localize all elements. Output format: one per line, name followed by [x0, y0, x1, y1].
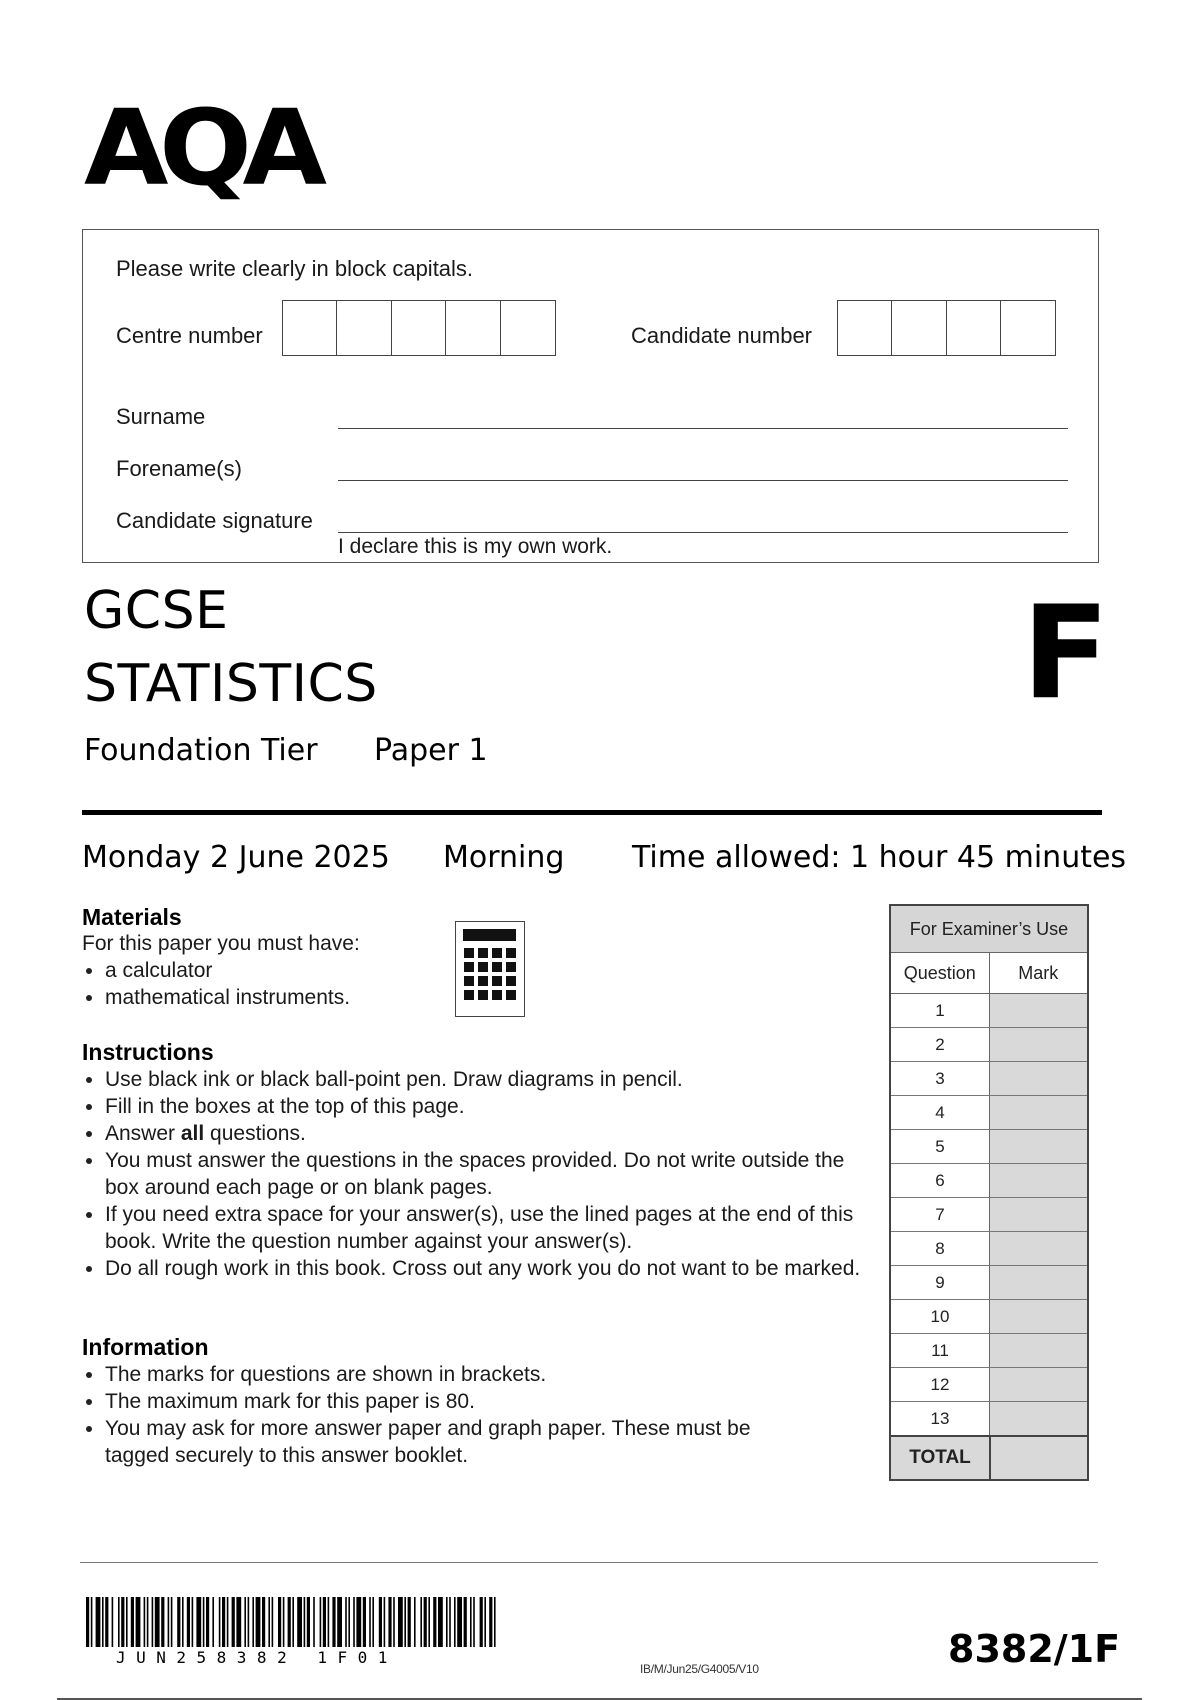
- list-item: Fill in the boxes at the top of this page.: [82, 1093, 872, 1120]
- mark-cell[interactable]: [990, 1096, 1087, 1129]
- candidate-digit-box[interactable]: [1000, 300, 1056, 356]
- question-number: 1: [891, 994, 990, 1027]
- mark-cell[interactable]: [990, 1164, 1087, 1197]
- question-number: 11: [891, 1334, 990, 1367]
- paper-number: Paper 1: [374, 733, 488, 768]
- barcode: [86, 1597, 501, 1647]
- list-item: Use black ink or black ball-point pen. Draw diagrams in pencil.: [82, 1066, 872, 1093]
- candidate-digit-box[interactable]: [946, 300, 1002, 356]
- question-number: 2: [891, 1028, 990, 1061]
- question-number: 9: [891, 1266, 990, 1299]
- centre-digit-box[interactable]: [336, 300, 392, 356]
- information-list: [82, 1361, 842, 1469]
- table-row: [891, 1198, 1087, 1232]
- candidate-number-boxes: [838, 300, 1056, 356]
- question-number: 5: [891, 1130, 990, 1163]
- aqa-logo: AQA: [84, 87, 318, 209]
- materials-section: [82, 930, 462, 1011]
- table-row: [891, 1266, 1087, 1300]
- table-row: [891, 1232, 1087, 1266]
- signature-field[interactable]: [338, 532, 1068, 533]
- materials-heading: Materials: [82, 904, 182, 930]
- surname-label: Surname: [116, 404, 206, 429]
- mark-cell[interactable]: [990, 1334, 1087, 1367]
- total-label: TOTAL: [891, 1437, 991, 1479]
- mark-cell[interactable]: [990, 1130, 1087, 1163]
- tier-name: Foundation Tier: [84, 733, 318, 768]
- mark-cell[interactable]: [990, 1198, 1087, 1231]
- table-row: [891, 1164, 1087, 1198]
- question-column-header: Question: [891, 953, 990, 993]
- examiner-table-heading: For Examiner’s Use: [891, 906, 1087, 953]
- list-item: The marks for questions are shown in brackets.: [82, 1361, 842, 1388]
- forename-label: Forename(s): [116, 456, 242, 481]
- list-item: a calculator: [82, 957, 462, 984]
- centre-digit-box[interactable]: [445, 300, 501, 356]
- table-row: [891, 1402, 1087, 1435]
- candidate-number-label: Candidate number: [631, 323, 813, 348]
- materials-intro: For this paper you must have:: [82, 932, 360, 955]
- table-row: [891, 1062, 1087, 1096]
- mark-cell[interactable]: [990, 1300, 1087, 1333]
- total-mark-cell[interactable]: [991, 1437, 1087, 1479]
- mark-cell[interactable]: [990, 1402, 1087, 1435]
- signature-label: Candidate signature: [116, 508, 313, 533]
- examiner-use-table: [889, 904, 1089, 1481]
- question-number: 8: [891, 1232, 990, 1265]
- question-number: 3: [891, 1062, 990, 1095]
- table-row: [891, 1096, 1087, 1130]
- barcode-digits: JUN258382 1F01: [116, 1648, 398, 1667]
- qualification-title: GCSE: [84, 581, 229, 641]
- list-item: The maximum mark for this paper is 80.: [82, 1388, 842, 1415]
- centre-number-label: Centre number: [116, 323, 263, 348]
- candidate-digit-box[interactable]: [891, 300, 947, 356]
- mark-cell[interactable]: [990, 1062, 1087, 1095]
- table-row: [891, 1300, 1087, 1334]
- mark-cell[interactable]: [990, 1266, 1087, 1299]
- exam-date: Monday 2 June 2025: [82, 840, 390, 875]
- question-number: 12: [891, 1368, 990, 1401]
- title-divider: [82, 810, 1102, 815]
- instructions-heading: Instructions: [82, 1039, 214, 1065]
- list-item: Do all rough work in this book. Cross out any work you do not want to be marked.: [82, 1255, 865, 1282]
- time-allowed: Time allowed: 1 hour 45 minutes: [632, 840, 1127, 875]
- exam-session: Morning: [443, 840, 565, 875]
- document-reference: IB/M/Jun25/G4005/V10: [640, 1662, 759, 1676]
- total-row: [891, 1435, 1087, 1479]
- list-item: You may ask for more answer paper and graph paper. These must be tagged securely to this answer booklet.: [82, 1415, 815, 1469]
- table-row: [891, 1334, 1087, 1368]
- question-number: 4: [891, 1096, 990, 1129]
- forename-field[interactable]: [338, 480, 1068, 481]
- surname-field[interactable]: [338, 428, 1068, 429]
- subject-title: STATISTICS: [84, 654, 378, 714]
- block-capitals-instruction: Please write clearly in block capitals.: [116, 256, 474, 281]
- list-item: If you need extra space for your answer(s), use the lined pages at the end of this book. Write the question number against your answer(s).: [82, 1201, 872, 1255]
- centre-number-boxes: [283, 300, 556, 356]
- question-number: 13: [891, 1402, 990, 1435]
- centre-digit-box[interactable]: [500, 300, 556, 356]
- calculator-icon: [455, 921, 525, 1017]
- paper-code: 8382/1F: [948, 1627, 1121, 1671]
- mark-cell[interactable]: [990, 1028, 1087, 1061]
- question-number: 10: [891, 1300, 990, 1333]
- table-row: [891, 994, 1087, 1028]
- centre-digit-box[interactable]: [282, 300, 338, 356]
- footer-divider: [80, 1562, 1098, 1563]
- centre-digit-box[interactable]: [391, 300, 447, 356]
- question-number: 7: [891, 1198, 990, 1231]
- candidate-digit-box[interactable]: [837, 300, 893, 356]
- declaration-text: I declare this is my own work.: [338, 535, 613, 558]
- mark-cell[interactable]: [990, 994, 1087, 1027]
- instructions-list: [82, 1066, 872, 1282]
- table-row: [891, 1130, 1087, 1164]
- table-row: [891, 1368, 1087, 1402]
- information-heading: Information: [82, 1334, 209, 1360]
- list-item: You must answer the questions in the spaces provided. Do not write outside the box around each page or on blank pages.: [82, 1147, 865, 1201]
- question-number: 6: [891, 1164, 990, 1197]
- list-item: mathematical instruments.: [82, 984, 462, 1011]
- list-item: Answer all questions.: [82, 1120, 872, 1147]
- table-row: [891, 1028, 1087, 1062]
- mark-cell[interactable]: [990, 1232, 1087, 1265]
- examiner-rows: [891, 994, 1087, 1435]
- tier-letter: F: [1022, 579, 1110, 728]
- mark-column-header: Mark: [1018, 962, 1059, 983]
- mark-cell[interactable]: [990, 1368, 1087, 1401]
